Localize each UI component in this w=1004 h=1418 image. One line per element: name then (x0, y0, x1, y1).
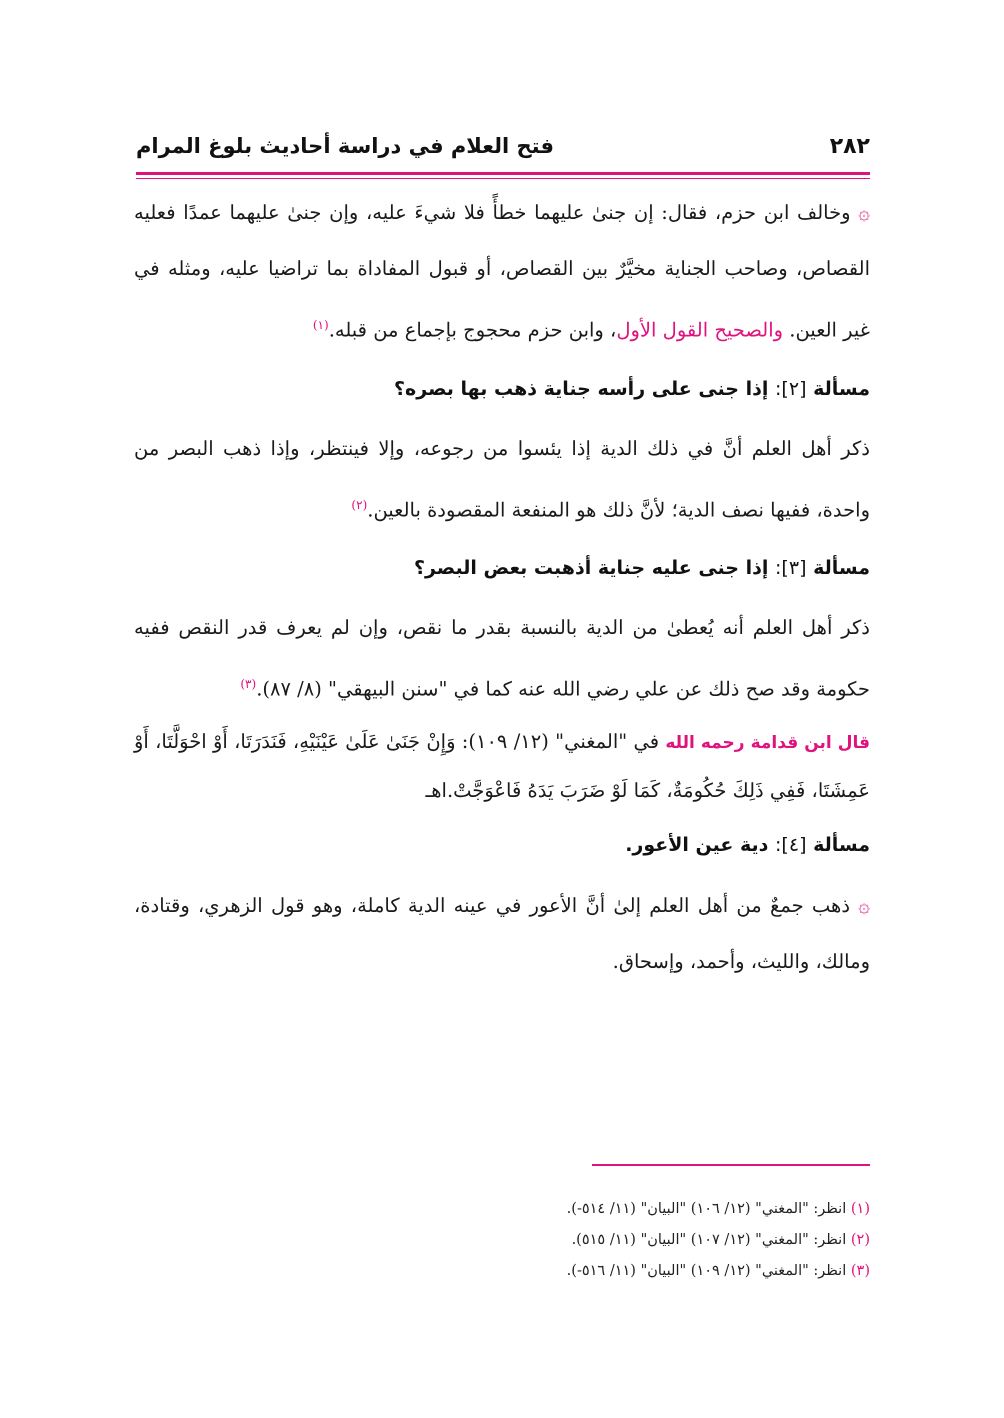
quote-speaker: قال ابن قدامة رحمه الله (665, 732, 870, 753)
issue-heading-2 (134, 369, 870, 409)
issue-heading-3 (134, 548, 870, 588)
footnote-number: (٣) (850, 1263, 870, 1279)
issue-title: دية عين الأعور. (625, 833, 769, 856)
footnote-ref-3[interactable]: (٣) (240, 677, 257, 691)
header-rule-thick (136, 172, 870, 175)
footnote-number: (٢) (850, 1232, 870, 1248)
footnote-2 (134, 1225, 870, 1256)
header-rule-thin (136, 178, 870, 179)
footnote-ref-2[interactable]: (٢) (351, 497, 368, 512)
footnote-text: انظر: "المغني" (١٢/ ١٠٦) "البيان" (١١/ ٥١٤-). (566, 1201, 847, 1217)
paragraph-issue-2 (134, 421, 870, 539)
page-number: ٢٨٢ (829, 133, 870, 159)
footnote-3 (134, 1256, 870, 1287)
paragraph-text: وخالف ابن حزم، فقال: إن جنىٰ عليهما خطأً فلا شيءَ عليه، وإن جنىٰ عليهما عمدًا فعليه القصاص، وصاحب الجناية مخيَّرٌ بين القصاص، أو قبول المفاداة بما تراضيا عليه، ومثله في غير العين. (134, 201, 870, 342)
paragraph-text: ذهب جمعٌ من أهل العلم إلىٰ أنَّ الأعور في عينه الدية كاملة، وهو قول الزهري، وقتادة، ومالك، والليث، وأحمد، وإسحاق. (134, 893, 870, 973)
footnote-number: (١) (850, 1201, 870, 1217)
issue-label: مسألة (813, 377, 870, 400)
issue-number: [٣]: (775, 557, 807, 579)
footnotes (134, 1194, 870, 1287)
footnote-1 (134, 1194, 870, 1225)
running-header (136, 126, 870, 166)
ornament-marker-icon: ۞ (858, 892, 870, 917)
ornament-marker-icon: ۞ (858, 200, 871, 224)
quote-text: في "المغني" (١٢/ ١٠٩): وَإِنْ جَنَىٰ عَلَىٰ عَيْنَيْهِ، فَنَدَرَتَا، أَوْ احْوَلَّتَا، أَوْ عَمِشَتَا، فَفِي ذَلِكَ حُكُومَةٌ، كَمَا لَوْ ضَرَبَ يَدَهُ فَاعْوَجَّتْ.اهـ (134, 729, 870, 802)
issue-heading-4 (134, 825, 870, 865)
paragraph-text: ذكر أهل العلم أنه يُعطىٰ من الدية بالنسبة بقدر ما نقص، وإن لم يعرف قدر النقص ففيه حكومة وقد صح ذلك عن علي رضي الله عنه كما في "سنن البيهقي" (٨/ ٨٧). (134, 616, 870, 701)
footnote-text: انظر: "المغني" (١٢/ ١٠٧) "البيان" (١١/ ٥١٥). (571, 1232, 847, 1248)
issue-title: إذا جنى على رأسه جناية ذهب بها بصره؟ (394, 377, 769, 400)
footnote-ref-1[interactable]: (١) (312, 318, 329, 332)
quote-ibn-qudama (134, 718, 870, 815)
paragraph-ibn-hazm (134, 184, 870, 359)
page-body (134, 184, 870, 990)
paragraph-issue-3 (134, 600, 870, 718)
issue-label: مسألة (813, 833, 870, 856)
highlight-text: والصحيح القول الأول (616, 318, 784, 342)
paragraph-text-end: ، وابن حزم محجوج بإجماع من قبله. (328, 318, 617, 342)
footnote-separator (592, 1164, 870, 1166)
issue-title: إذا جنى عليه جناية أذهبت بعض البصر؟ (413, 557, 769, 579)
paragraph-text: ذكر أهل العلم أنَّ في ذلك الدية إذا يئسوا من رجوعه، وإلا فينتظر، وإذا ذهب البصر من واحدة، ففيها نصف الدية؛ لأنَّ ذلك هو المنفعة المقصودة بالعين. (134, 436, 870, 521)
paragraph-issue-4 (134, 877, 870, 990)
book-title: فتح العلام في دراسة أحاديث بلوغ المرام (136, 134, 554, 158)
issue-number: [٤]: (775, 833, 807, 856)
issue-label: مسألة (813, 557, 870, 579)
issue-number: [٢]: (775, 377, 807, 400)
footnote-text: انظر: "المغني" (١٢/ ١٠٩) "البيان" (١١/ ٥١٦-). (566, 1263, 847, 1279)
